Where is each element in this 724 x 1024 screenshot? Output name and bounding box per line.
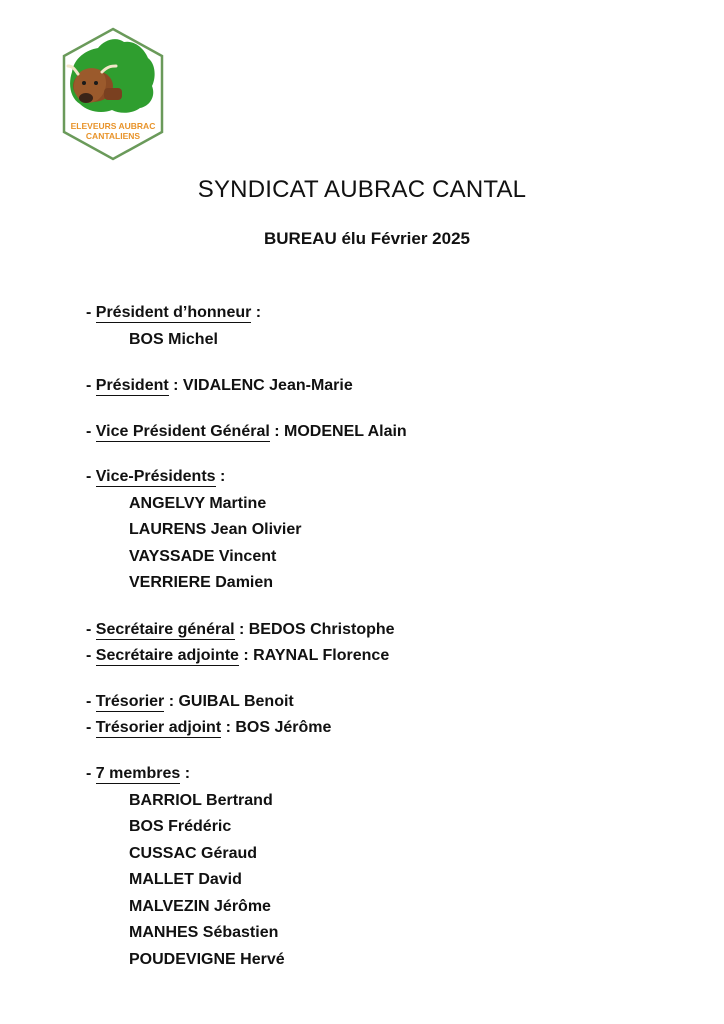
- role-label: Président d’honneur: [95, 304, 252, 321]
- member-name: GUIBAL Benoit: [178, 693, 294, 710]
- role-label: Secrétaire général: [95, 621, 235, 638]
- entry-president: - Président : VIDALENC Jean-Marie: [86, 377, 353, 394]
- member-name: MODENEL Alain: [284, 423, 407, 440]
- page-title: SYNDICAT AUBRAC CANTAL: [197, 176, 527, 203]
- member-name: MANHES Sébastien: [129, 924, 279, 941]
- member-name: CUSSAC Géraud: [129, 845, 258, 862]
- member-name: LAURENS Jean Olivier: [129, 521, 302, 538]
- member-name: VERRIERE Damien: [129, 574, 274, 591]
- role-label: 7 membres: [95, 765, 181, 782]
- logo-text-line1: ELEVEURS AUBRAC: [70, 121, 156, 131]
- role-label: Vice Président Général: [95, 423, 270, 440]
- member-name: VAYSSADE Vincent: [129, 548, 277, 565]
- member-name: BOS Jérôme: [235, 719, 332, 736]
- member-name: BOS Frédéric: [129, 818, 232, 835]
- logo-text-line2: CANTALIENS: [85, 131, 141, 141]
- page-subtitle: BUREAU élu Février 2025: [264, 229, 470, 248]
- member-name: RAYNAL Florence: [253, 647, 390, 664]
- entry-tresorier-adjoint: - Trésorier adjoint : BOS Jérôme: [86, 719, 332, 736]
- entry-vice-president-general: - Vice Président Général : MODENEL Alain: [86, 423, 407, 440]
- member-name: BOS Michel: [129, 331, 218, 348]
- cow-emblem-icon: [58, 26, 168, 162]
- member-name: POUDEVIGNE Hervé: [129, 951, 285, 968]
- member-name: BARRIOL Bertrand: [129, 792, 273, 809]
- role-label: Trésorier: [95, 693, 165, 710]
- entry-secretaire-adjointe: - Secrétaire adjointe : RAYNAL Florence: [86, 647, 390, 664]
- entry-vice-presidents: - Vice-Présidents :: [86, 468, 226, 485]
- member-name: BEDOS Christophe: [248, 621, 395, 638]
- member-name: ANGELVY Martine: [129, 495, 267, 512]
- member-name: VIDALENC Jean-Marie: [182, 377, 353, 394]
- entry-secretaire-general: - Secrétaire général : BEDOS Christophe: [86, 621, 395, 638]
- logo: [58, 26, 168, 162]
- role-label: Vice-Présidents: [95, 468, 216, 485]
- role-label: Secrétaire adjointe: [95, 647, 239, 664]
- member-name: MALVEZIN Jérôme: [129, 898, 271, 915]
- entry-president-honneur: - Président d’honneur :: [86, 304, 262, 321]
- entry-membres: - 7 membres :: [86, 765, 191, 782]
- role-label: Président: [95, 377, 169, 394]
- member-name: MALLET David: [129, 871, 242, 888]
- role-label: Trésorier adjoint: [95, 719, 222, 736]
- entry-tresorier: - Trésorier : GUIBAL Benoit: [86, 693, 294, 710]
